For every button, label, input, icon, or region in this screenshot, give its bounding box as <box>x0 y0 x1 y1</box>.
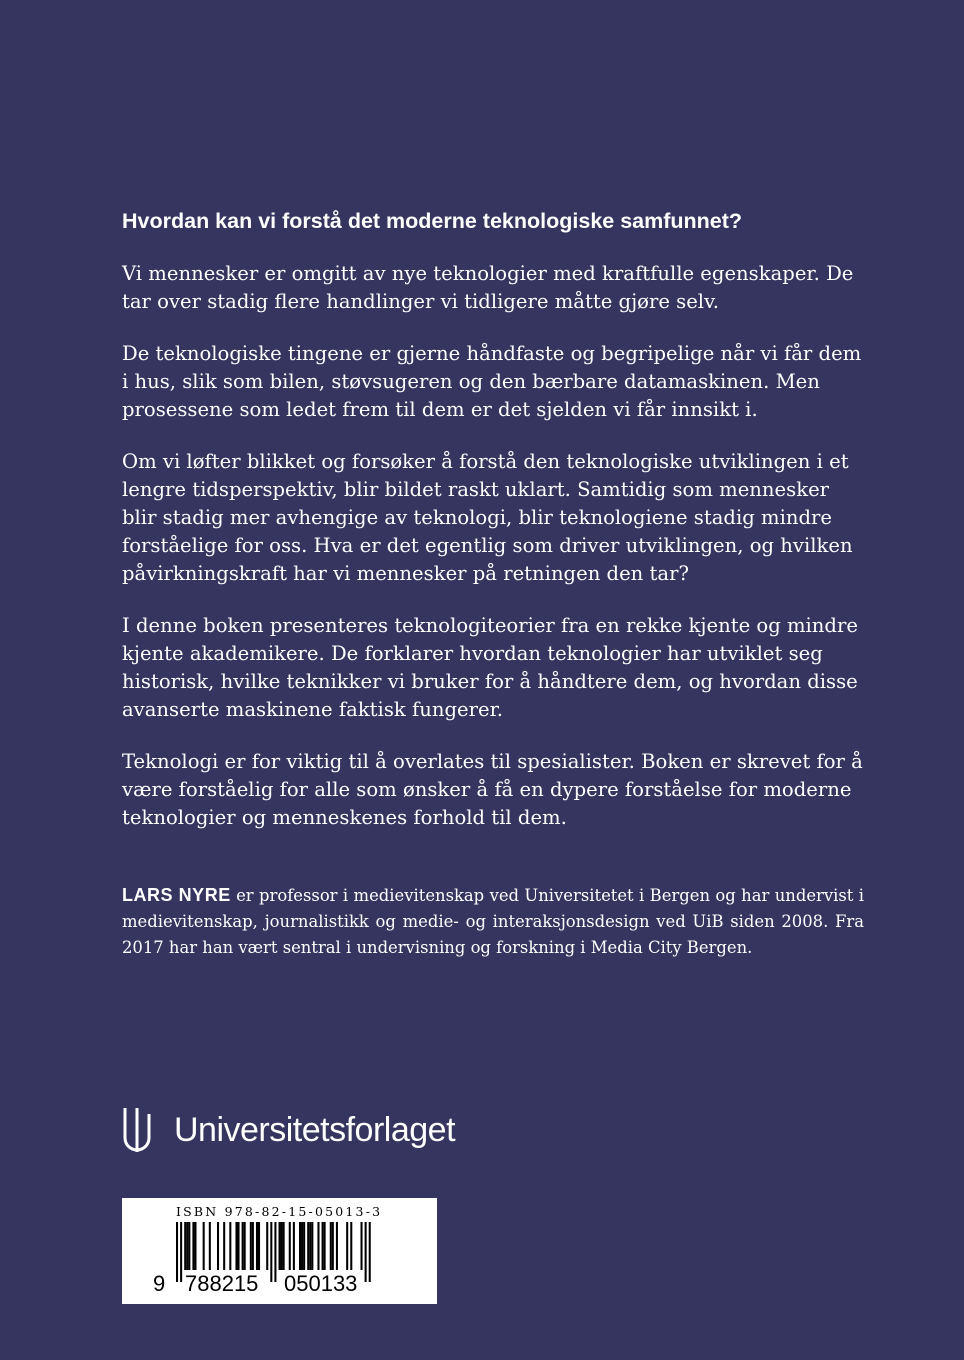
publisher-name: Universitetsforlaget <box>174 1110 456 1149</box>
barcode-bar <box>317 1222 319 1270</box>
barcode-bar <box>184 1222 186 1270</box>
barcode-bar <box>293 1222 295 1270</box>
barcode-bar <box>307 1222 309 1270</box>
barcode-bar <box>322 1222 324 1270</box>
barcode-bar <box>274 1222 276 1282</box>
barcode-bar <box>336 1222 338 1270</box>
universitetsforlaget-logo-icon <box>122 1106 152 1154</box>
barcode-bar <box>270 1222 272 1282</box>
barcode-bar <box>217 1222 219 1270</box>
barcode-bar <box>194 1222 196 1270</box>
isbn-barcode <box>122 1198 437 1304</box>
isbn-label: ISBN 978-82-15-05013-3 <box>176 1204 383 1219</box>
blurb-paragraph-5: Teknologi er for viktig til å overlates til spesialister. Boken er skrevet for å være forståelig for alle som ønsker å få en dypere forståelse for moderne teknologier og menneskenes forhold til dem. <box>122 750 863 829</box>
barcode-bar <box>188 1222 190 1270</box>
barcode-bar <box>324 1222 326 1270</box>
blurb-paragraph-2: De teknologiske tingene er gjerne håndfaste og begripelige når vi får dem i hus, slik som bilen, støvsugeren og den bærbare datamaskinen. Men prosessene som ledet frem til dem er det sjelden vi får innsikt i. <box>122 342 862 421</box>
ean-right-digits: 050133 <box>284 1271 358 1296</box>
blurb-paragraph-3: Om vi løfter blikket og forsøker å forstå den teknologiske utviklingen i et lengre tidsperspektiv, blir bildet raskt uklart. Samtidig som mennesker blir stadig mer avhengige av teknologi, blir teknologiene stadig mindre forståelige for oss. Hva er det egentlig som driver utviklingen, og hvilken påvirkningskraft har vi mennesker på retningen den tar? <box>122 450 853 585</box>
barcode-bar <box>244 1222 246 1270</box>
barcode-bar <box>252 1222 254 1270</box>
barcode-bar <box>279 1222 281 1270</box>
blurb-paragraph-4: I denne boken presenteres teknologiteorier fra en rekke kjente og mindre kjente akademikere. De forklarer hvordan teknologier har utviklet seg historisk, hvilke teknikker vi bruker for å håndtere dem, og hvordan disse avanserte maskinene faktisk fungerer. <box>122 614 858 721</box>
barcode-bar <box>330 1222 332 1270</box>
cover-heading: Hvordan kan vi forstå det moderne teknologiske samfunnet? <box>122 209 743 233</box>
author-name: LARS NYRE <box>122 885 231 905</box>
back-cover-text <box>122 206 864 856</box>
barcode-bar <box>369 1222 371 1282</box>
publisher-block <box>122 1106 455 1154</box>
barcode-bar <box>361 1222 363 1270</box>
barcode-bar <box>235 1222 237 1270</box>
barcode-bar <box>299 1222 301 1270</box>
barcode-bar <box>309 1222 311 1270</box>
barcode-bar <box>266 1222 268 1270</box>
barcode-bar <box>346 1222 348 1270</box>
barcode-bar <box>311 1222 313 1270</box>
barcode-bar <box>301 1222 303 1270</box>
barcode-bar <box>242 1222 244 1270</box>
barcode-bar <box>223 1222 225 1270</box>
barcode-bar <box>176 1222 178 1282</box>
barcode-bar <box>258 1222 260 1270</box>
barcode-bar <box>365 1222 367 1282</box>
barcode-bar <box>256 1222 258 1270</box>
barcode-bar <box>332 1222 334 1270</box>
barcode-bar <box>186 1222 188 1270</box>
barcode-bar <box>250 1222 252 1270</box>
barcode-bar <box>229 1222 231 1270</box>
barcode-bar <box>192 1222 194 1270</box>
author-bio-text: er professor i medievitenskap ved Universitetet i Bergen og har undervist i medievitenskap, journalistikk og medie- og interaksjonsdesign ved UiB siden 2008. Fra 2017 har han vært sentral i undervisning og forskning i Media City Bergen. <box>122 886 864 957</box>
barcode-bar <box>283 1222 285 1270</box>
barcode-bar <box>350 1222 352 1270</box>
author-bio <box>122 882 864 961</box>
barcode-bar <box>180 1222 182 1282</box>
barcode-bar <box>303 1222 305 1270</box>
ean-left-digits: 788215 <box>185 1271 259 1296</box>
barcode-bar <box>289 1222 291 1270</box>
ean-first-digit: 9 <box>153 1271 166 1296</box>
barcode-bar <box>281 1222 283 1270</box>
barcode-bar <box>238 1222 240 1270</box>
barcode-bar <box>203 1222 205 1270</box>
barcode-bar <box>209 1222 211 1270</box>
blurb-paragraph-1: Vi mennesker er omgitt av nye teknologier med kraftfulle egenskaper. De tar over stadig flere handlinger vi tidligere måtte gjøre selv. <box>122 262 854 313</box>
barcode-bars <box>122 1198 437 1304</box>
